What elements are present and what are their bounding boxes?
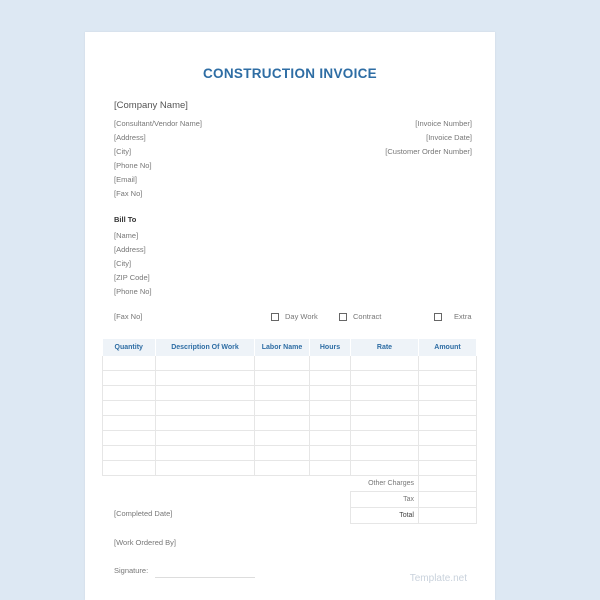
work-ordered-by-field: [Work Ordered By] [114, 538, 176, 547]
vendor-email-field: [Email] [114, 175, 137, 184]
table-cell [103, 371, 156, 386]
table-row [103, 446, 477, 461]
table-cell [419, 356, 477, 371]
watermark: Template.net [409, 573, 467, 584]
items-table [102, 339, 477, 476]
company-name: [Company Name] [114, 100, 188, 111]
table-cell [103, 356, 156, 371]
table-row [103, 386, 477, 401]
table-cell [310, 446, 351, 461]
option-day-work-label: Day Work [285, 312, 318, 321]
option-day-work[interactable] [271, 312, 318, 321]
col-quantity: Quantity [103, 339, 156, 356]
option-contract-label: Contract [353, 312, 382, 321]
table-cell [255, 356, 310, 371]
invoice-page [85, 32, 495, 600]
table-cell [156, 461, 255, 476]
table-cell [310, 356, 351, 371]
table-row [103, 431, 477, 446]
bill-to-heading: Bill To [114, 215, 137, 224]
table-cell [419, 401, 477, 416]
invoice-title: CONSTRUCTION INVOICE [202, 66, 377, 81]
invoice-number-field: [Invoice Number] [415, 119, 472, 128]
table-row [103, 371, 477, 386]
table-cell [103, 416, 156, 431]
table-cell [351, 401, 419, 416]
bill-to-address-field: [Address] [114, 245, 146, 254]
table-cell [310, 401, 351, 416]
fax-field: [Fax No] [114, 312, 143, 321]
bill-to-name-field: [Name] [114, 231, 139, 240]
total-value [419, 508, 477, 524]
table-cell [103, 446, 156, 461]
table-cell [419, 461, 477, 476]
table-cell [351, 416, 419, 431]
checkbox-contract[interactable] [339, 313, 347, 321]
checkbox-day-work[interactable] [271, 313, 279, 321]
table-cell [255, 461, 310, 476]
table-cell [156, 431, 255, 446]
tax-value [419, 492, 477, 508]
vendor-address-field: [Address] [114, 133, 146, 142]
table-cell [310, 371, 351, 386]
table-cell [255, 386, 310, 401]
bill-to-phone-field: [Phone No] [114, 287, 152, 296]
checkbox-extra[interactable] [434, 313, 442, 321]
table-cell [419, 386, 477, 401]
table-cell [255, 431, 310, 446]
other-charges-value [419, 476, 477, 492]
vendor-name-field: [Consultant/Vendor Name] [114, 119, 202, 128]
bill-to-zip-field: [ZIP Code] [114, 273, 150, 282]
table-cell [310, 431, 351, 446]
table-cell [103, 461, 156, 476]
signature-line [155, 577, 255, 578]
table-cell [351, 446, 419, 461]
invoice-date-field: [Invoice Date] [426, 133, 472, 142]
table-row [103, 401, 477, 416]
totals-table [350, 475, 477, 524]
bill-to-city-field: [City] [114, 259, 132, 268]
total-label: Total [351, 508, 419, 524]
table-cell [255, 416, 310, 431]
table-cell [255, 371, 310, 386]
table-cell [310, 416, 351, 431]
table-cell [103, 386, 156, 401]
table-cell [255, 446, 310, 461]
table-cell [351, 461, 419, 476]
option-extra-label: Extra [454, 312, 472, 321]
col-description: Description Of Work [156, 339, 255, 356]
table-cell [419, 446, 477, 461]
col-labor-name: Labor Name [255, 339, 310, 356]
col-hours: Hours [310, 339, 351, 356]
vendor-fax-field: [Fax No] [114, 189, 143, 198]
table-cell [156, 401, 255, 416]
table-row [103, 416, 477, 431]
completed-date-field: [Completed Date] [114, 509, 173, 518]
table-cell [103, 401, 156, 416]
table-cell [419, 371, 477, 386]
table-row [103, 461, 477, 476]
customer-order-number-field: [Customer Order Number] [385, 147, 472, 156]
table-cell [310, 386, 351, 401]
table-cell [156, 446, 255, 461]
table-cell [419, 431, 477, 446]
col-amount: Amount [419, 339, 477, 356]
table-row [103, 356, 477, 371]
table-cell [156, 386, 255, 401]
items-header-row [103, 339, 477, 356]
table-cell [419, 416, 477, 431]
other-charges-label: Other Charges [351, 476, 419, 492]
table-cell [156, 356, 255, 371]
table-cell [156, 371, 255, 386]
option-contract[interactable] [339, 312, 381, 321]
table-cell [156, 416, 255, 431]
table-cell [103, 431, 156, 446]
signature-label: Signature: [114, 566, 149, 575]
table-cell [310, 461, 351, 476]
table-cell [255, 401, 310, 416]
table-cell [351, 431, 419, 446]
table-cell [351, 371, 419, 386]
table-cell [351, 356, 419, 371]
option-extra[interactable] [434, 312, 472, 321]
col-rate: Rate [351, 339, 419, 356]
tax-label: Tax [351, 492, 419, 508]
vendor-phone-field: [Phone No] [114, 161, 152, 170]
vendor-city-field: [City] [114, 147, 132, 156]
table-cell [351, 386, 419, 401]
